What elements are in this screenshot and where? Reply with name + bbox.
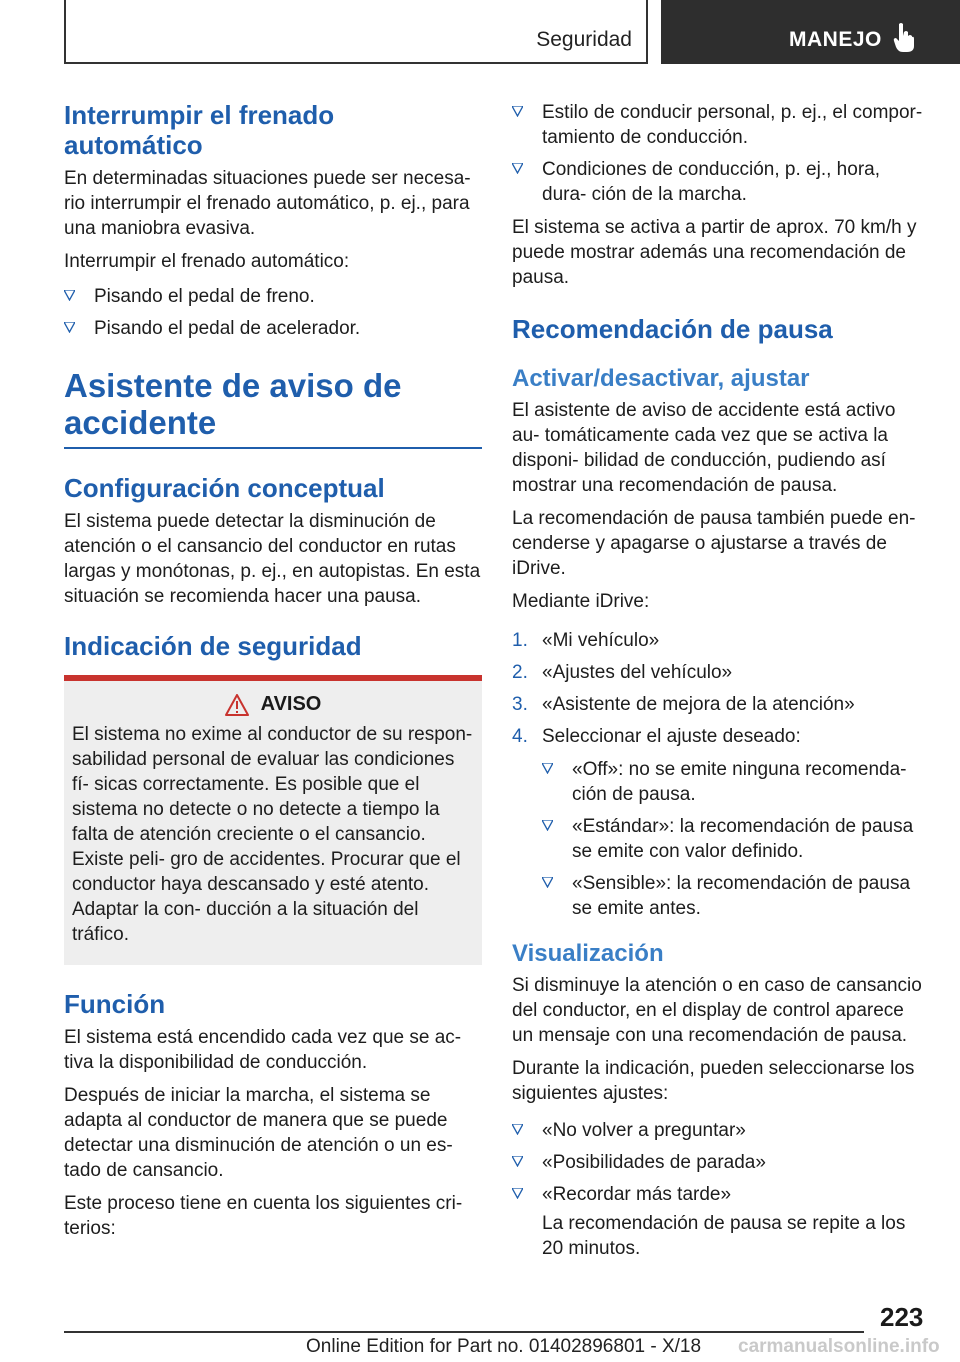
warning-text: El sistema no exime al conductor de su respon- sabilidad personal de evaluar las condiciones fí- sicas correctamente. Es posible que el sistema no detecte o no detecte a tiempo la falta de atención creciente o el cansancio. Existe peli- gro de accidentes. Procurar que el conductor haya descansado y esté atento. Adaptar la con- ducción a la situación del tráfico. — [72, 724, 473, 945]
heading-configuracion: Configuración conceptual — [64, 473, 385, 503]
paragraph-configuracion: El sistema puede detectar la disminución de atención o el cansancio del conductor en rutas largas y monótonas, p. ej., en autopistas. En esta situación se recomienda hacer una pausa. — [64, 511, 481, 607]
step-number: 2. — [512, 662, 528, 683]
heading-funcion: Función — [64, 989, 166, 1019]
list-item-text: Estilo de conducir personal, p. ej., el compor- tamiento de conducción. — [542, 102, 923, 148]
list-item — [542, 757, 928, 807]
triangle-bullet-icon — [542, 820, 553, 831]
heading-visualizacion: Visualización — [512, 940, 664, 967]
heading-interrumpir: Interrumpir el frenado automático — [64, 100, 335, 160]
steps-list — [512, 628, 928, 921]
step-text: «Asistente de mejora de la atención» — [542, 694, 855, 715]
list-item-text: «Posibilidades de parada» — [542, 1152, 766, 1173]
list-item-text: «Recordar más tarde» — [542, 1184, 732, 1205]
list-item-text: «No volver a preguntar» — [542, 1120, 746, 1141]
list-item-text: «Off»: no se emite ninguna recomenda- ción de pausa. — [572, 759, 907, 805]
step-item — [512, 660, 928, 685]
heading-activar: Activar/desactivar, ajustar — [512, 365, 810, 392]
header-chapter-tab — [661, 0, 960, 64]
paragraph-activar-1: El asistente de aviso de accidente está activo au- tomáticamente cada vez que se activa la disponi- bilidad de conducción, pudiendo así mostrar una recomendación de pausa. — [512, 400, 896, 496]
hand-pointer-icon — [893, 22, 915, 52]
warning-box — [64, 681, 482, 965]
list-item — [64, 284, 482, 309]
triangle-bullet-icon — [64, 322, 75, 333]
triangle-bullet-icon — [512, 163, 523, 174]
step-text: Seleccionar el ajuste deseado: — [542, 726, 801, 747]
left-column — [64, 100, 482, 1249]
triangle-bullet-icon — [64, 290, 75, 301]
list-item — [512, 1150, 928, 1175]
list-item — [542, 871, 928, 921]
watermark-text: carmanualsonline.info — [738, 1336, 940, 1357]
list-item — [64, 316, 482, 341]
step-number: 4. — [512, 726, 528, 747]
triangle-bullet-icon — [542, 763, 553, 774]
step-item — [512, 692, 928, 717]
step-item — [512, 628, 928, 653]
list-item — [512, 1118, 928, 1143]
list-item — [542, 814, 928, 864]
page-number: 223 — [880, 1302, 924, 1332]
paragraph-repite: La recomendación de pausa se repite a los 20 minutos. — [542, 1213, 906, 1259]
warning-header — [72, 693, 474, 716]
paragraph-activa: El sistema se activa a partir de aprox. 70 km/h y puede mostrar además una recomendación de pausa. — [512, 217, 917, 288]
list-item — [512, 1182, 928, 1207]
header-chapter-label: MANEJO — [789, 28, 882, 51]
footer-edition: Online Edition for Part no. 01402896801 - X/18 — [306, 1336, 702, 1357]
list-ajustes — [512, 1118, 928, 1207]
triangle-bullet-icon — [512, 106, 523, 117]
header-section-title: Seguridad — [536, 28, 632, 51]
triangle-bullet-icon — [512, 1188, 523, 1199]
footer-rule — [64, 1331, 864, 1333]
triangle-bullet-icon — [512, 1156, 523, 1167]
heading-asistente: Asistente de aviso de accidente — [64, 367, 402, 441]
header-section-frame — [64, 0, 648, 64]
list-criterios — [512, 100, 928, 207]
step-number: 1. — [512, 630, 528, 651]
paragraph-funcion-3: Este proceso tiene en cuenta los siguientes cri- terios: — [64, 1193, 463, 1239]
section-rule — [64, 447, 482, 449]
list-item — [512, 157, 928, 207]
paragraph-funcion-1: El sistema está encendido cada vez que se ac- tiva la disponibilidad de conducción. — [64, 1027, 462, 1073]
sub-options-list — [542, 757, 928, 921]
paragraph-funcion-2: Después de iniciar la marcha, el sistema se adapta al conductor de manera que se puede detectar una disminución de atención o un es- tado de cansancio. — [64, 1085, 453, 1181]
list-item-text: Condiciones de conducción, p. ej., hora, dura- ción de la marcha. — [542, 159, 880, 205]
step-item — [512, 724, 928, 921]
step-text: «Mi vehículo» — [542, 630, 660, 651]
paragraph-visualizacion-2: Durante la indicación, pueden seleccionarse los siguientes ajustes: — [512, 1058, 915, 1104]
step-number: 3. — [512, 694, 528, 715]
warning-triangle-icon — [225, 694, 249, 716]
heading-recomendacion: Recomendación de pausa — [512, 314, 833, 344]
list-item-text: Pisando el pedal de freno. — [94, 286, 315, 307]
list-item — [512, 100, 928, 150]
triangle-bullet-icon — [542, 877, 553, 888]
list-item-text: «Estándar»: la recomendación de pausa se emite con valor definido. — [572, 816, 914, 862]
paragraph-interrumpir-intro: Interrumpir el frenado automático: — [64, 251, 350, 272]
paragraph-visualizacion-1: Si disminuye la atención o en caso de cansancio del conductor, en el display de control aparece un mensaje con una recomendación de pausa. — [512, 975, 922, 1046]
right-column — [512, 100, 928, 1269]
paragraph-activar-2: La recomendación de pausa también puede en- cenderse y apagarse o ajustarse a través de iDrive. — [512, 508, 916, 579]
list-item-text: Pisando el pedal de acelerador. — [94, 318, 361, 339]
step-text: «Ajustes del vehículo» — [542, 662, 733, 683]
heading-indicacion: Indicación de seguridad — [64, 631, 362, 661]
paragraph-mediante: Mediante iDrive: — [512, 591, 650, 612]
list-interrumpir — [64, 284, 482, 341]
paragraph-interrumpir: En determinadas situaciones puede ser necesa- rio interrumpir el frenado automático, p. ej., para una maniobra evasiva. — [64, 168, 471, 239]
list-item-text: «Sensible»: la recomendación de pausa se emite antes. — [572, 873, 911, 919]
triangle-bullet-icon — [512, 1124, 523, 1135]
warning-title: AVISO — [260, 693, 322, 715]
